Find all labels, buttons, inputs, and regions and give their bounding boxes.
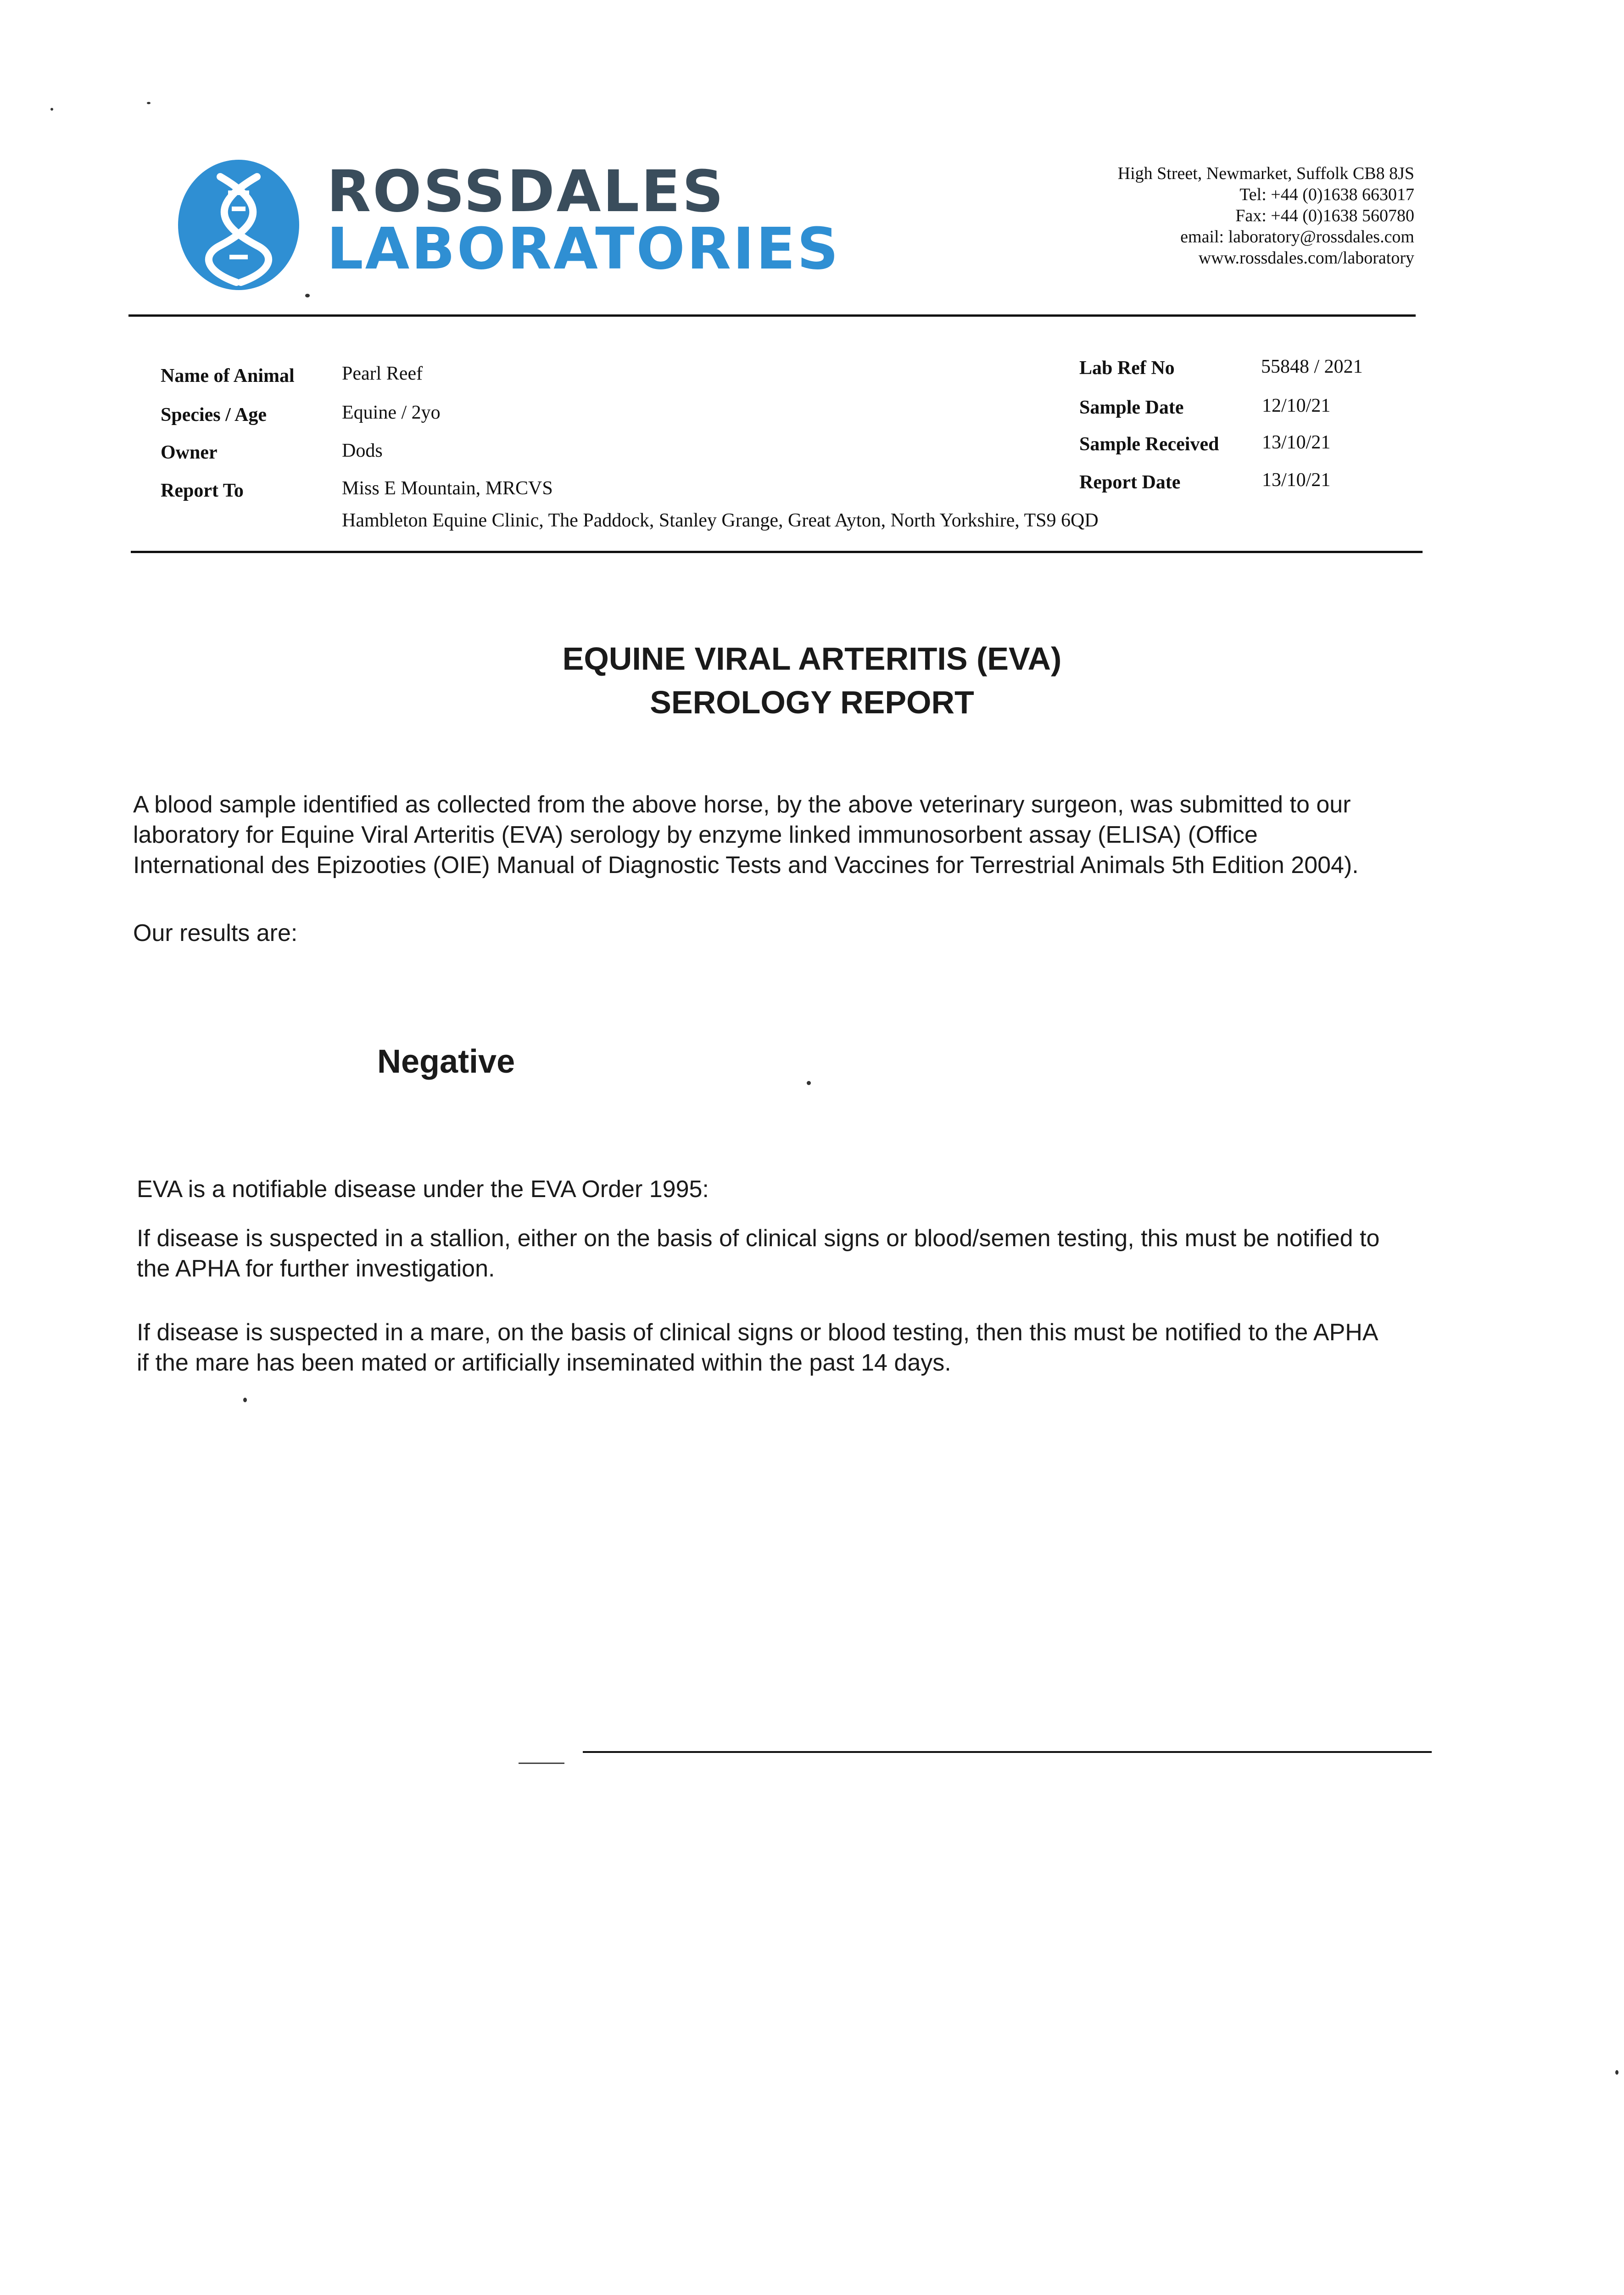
details-divider <box>131 551 1423 553</box>
intro-line: laboratory for Equine Viral Arteritis (EVA) serology by enzyme linked immunosorbent assay (ELISA) (Office <box>133 822 1258 848</box>
contact-block <box>1118 163 1414 269</box>
contact-tel: Tel: +44 (0)1638 663017 <box>1239 185 1414 204</box>
name-of-animal-value: Pearl Reef <box>342 363 423 384</box>
signature-line-dash <box>519 1763 564 1764</box>
scan-speck <box>50 108 53 111</box>
scan-speck <box>807 1081 811 1085</box>
report-to-value: Miss E Mountain, MRCVS <box>342 478 553 499</box>
owner-label: Owner <box>161 442 218 463</box>
scan-speck <box>243 1398 247 1402</box>
report-date-value: 13/10/21 <box>1262 470 1331 491</box>
intro-paragraph <box>133 789 1359 880</box>
report-to-address: Hambleton Equine Clinic, The Paddock, Stanley Grange, Great Ayton, North Yorkshire, TS9 6QD <box>342 510 1099 531</box>
mare-paragraph <box>137 1317 1378 1378</box>
scan-speck <box>1615 2070 1618 2075</box>
report-date-label: Report Date <box>1079 472 1181 493</box>
lab-ref-label: Lab Ref No <box>1079 358 1175 379</box>
mare-line: if the mare has been mated or artificially inseminated within the past 14 days. <box>137 1349 951 1376</box>
brand-name-line1: ROSSDALES <box>327 158 725 225</box>
signature-line <box>583 1751 1432 1753</box>
scan-speck <box>147 102 151 104</box>
stallion-line: the APHA for further investigation. <box>137 1255 495 1282</box>
name-of-animal-label: Name of Animal <box>161 365 295 386</box>
contact-website: www.rossdales.com/laboratory <box>1198 248 1414 268</box>
header-divider <box>128 314 1416 317</box>
sample-date-value: 12/10/21 <box>1262 395 1331 416</box>
result-value: Negative <box>377 1043 515 1080</box>
contact-address: High Street, Newmarket, Suffolk CB8 8JS <box>1117 164 1414 183</box>
brand-name-line2: LABORATORIES <box>327 216 840 282</box>
intro-line: International des Epizooties (OIE) Manual of Diagnostic Tests and Vaccines for Terrestrial Animals 5th Edition 2004). <box>133 852 1359 879</box>
species-age-value: Equine / 2yo <box>342 402 441 423</box>
report-title: EQUINE VIRAL ARTERITIS (EVA) <box>562 641 1062 677</box>
sample-received-value: 13/10/21 <box>1262 432 1331 453</box>
mare-line: If disease is suspected in a mare, on the basis of clinical signs or blood testing, then this must be notified to the APHA <box>137 1319 1378 1346</box>
sample-date-label: Sample Date <box>1079 397 1184 418</box>
report-to-label: Report To <box>161 480 244 501</box>
intro-line: A blood sample identified as collected from the above horse, by the above veterinary surgeon, was submitted to our <box>133 791 1351 818</box>
results-intro: Our results are: <box>133 920 298 946</box>
stallion-line: If disease is suspected in a stallion, either on the basis of clinical signs or blood/semen testing, this must be notified to <box>137 1225 1380 1252</box>
notifiable-statement: EVA is a notifiable disease under the EVA Order 1995: <box>137 1176 709 1203</box>
report-subtitle: SEROLOGY REPORT <box>650 684 974 720</box>
species-age-label: Species / Age <box>161 404 267 425</box>
sample-received-label: Sample Received <box>1079 434 1219 455</box>
scan-speck <box>305 294 310 297</box>
contact-fax: Fax: +44 (0)1638 560780 <box>1235 206 1414 225</box>
dna-helix-icon <box>177 158 301 291</box>
contact-email: email: laboratory@rossdales.com <box>1180 227 1414 246</box>
owner-value: Dods <box>342 440 383 461</box>
lab-ref-value: 55848 / 2021 <box>1261 356 1363 377</box>
stallion-paragraph <box>137 1223 1379 1284</box>
